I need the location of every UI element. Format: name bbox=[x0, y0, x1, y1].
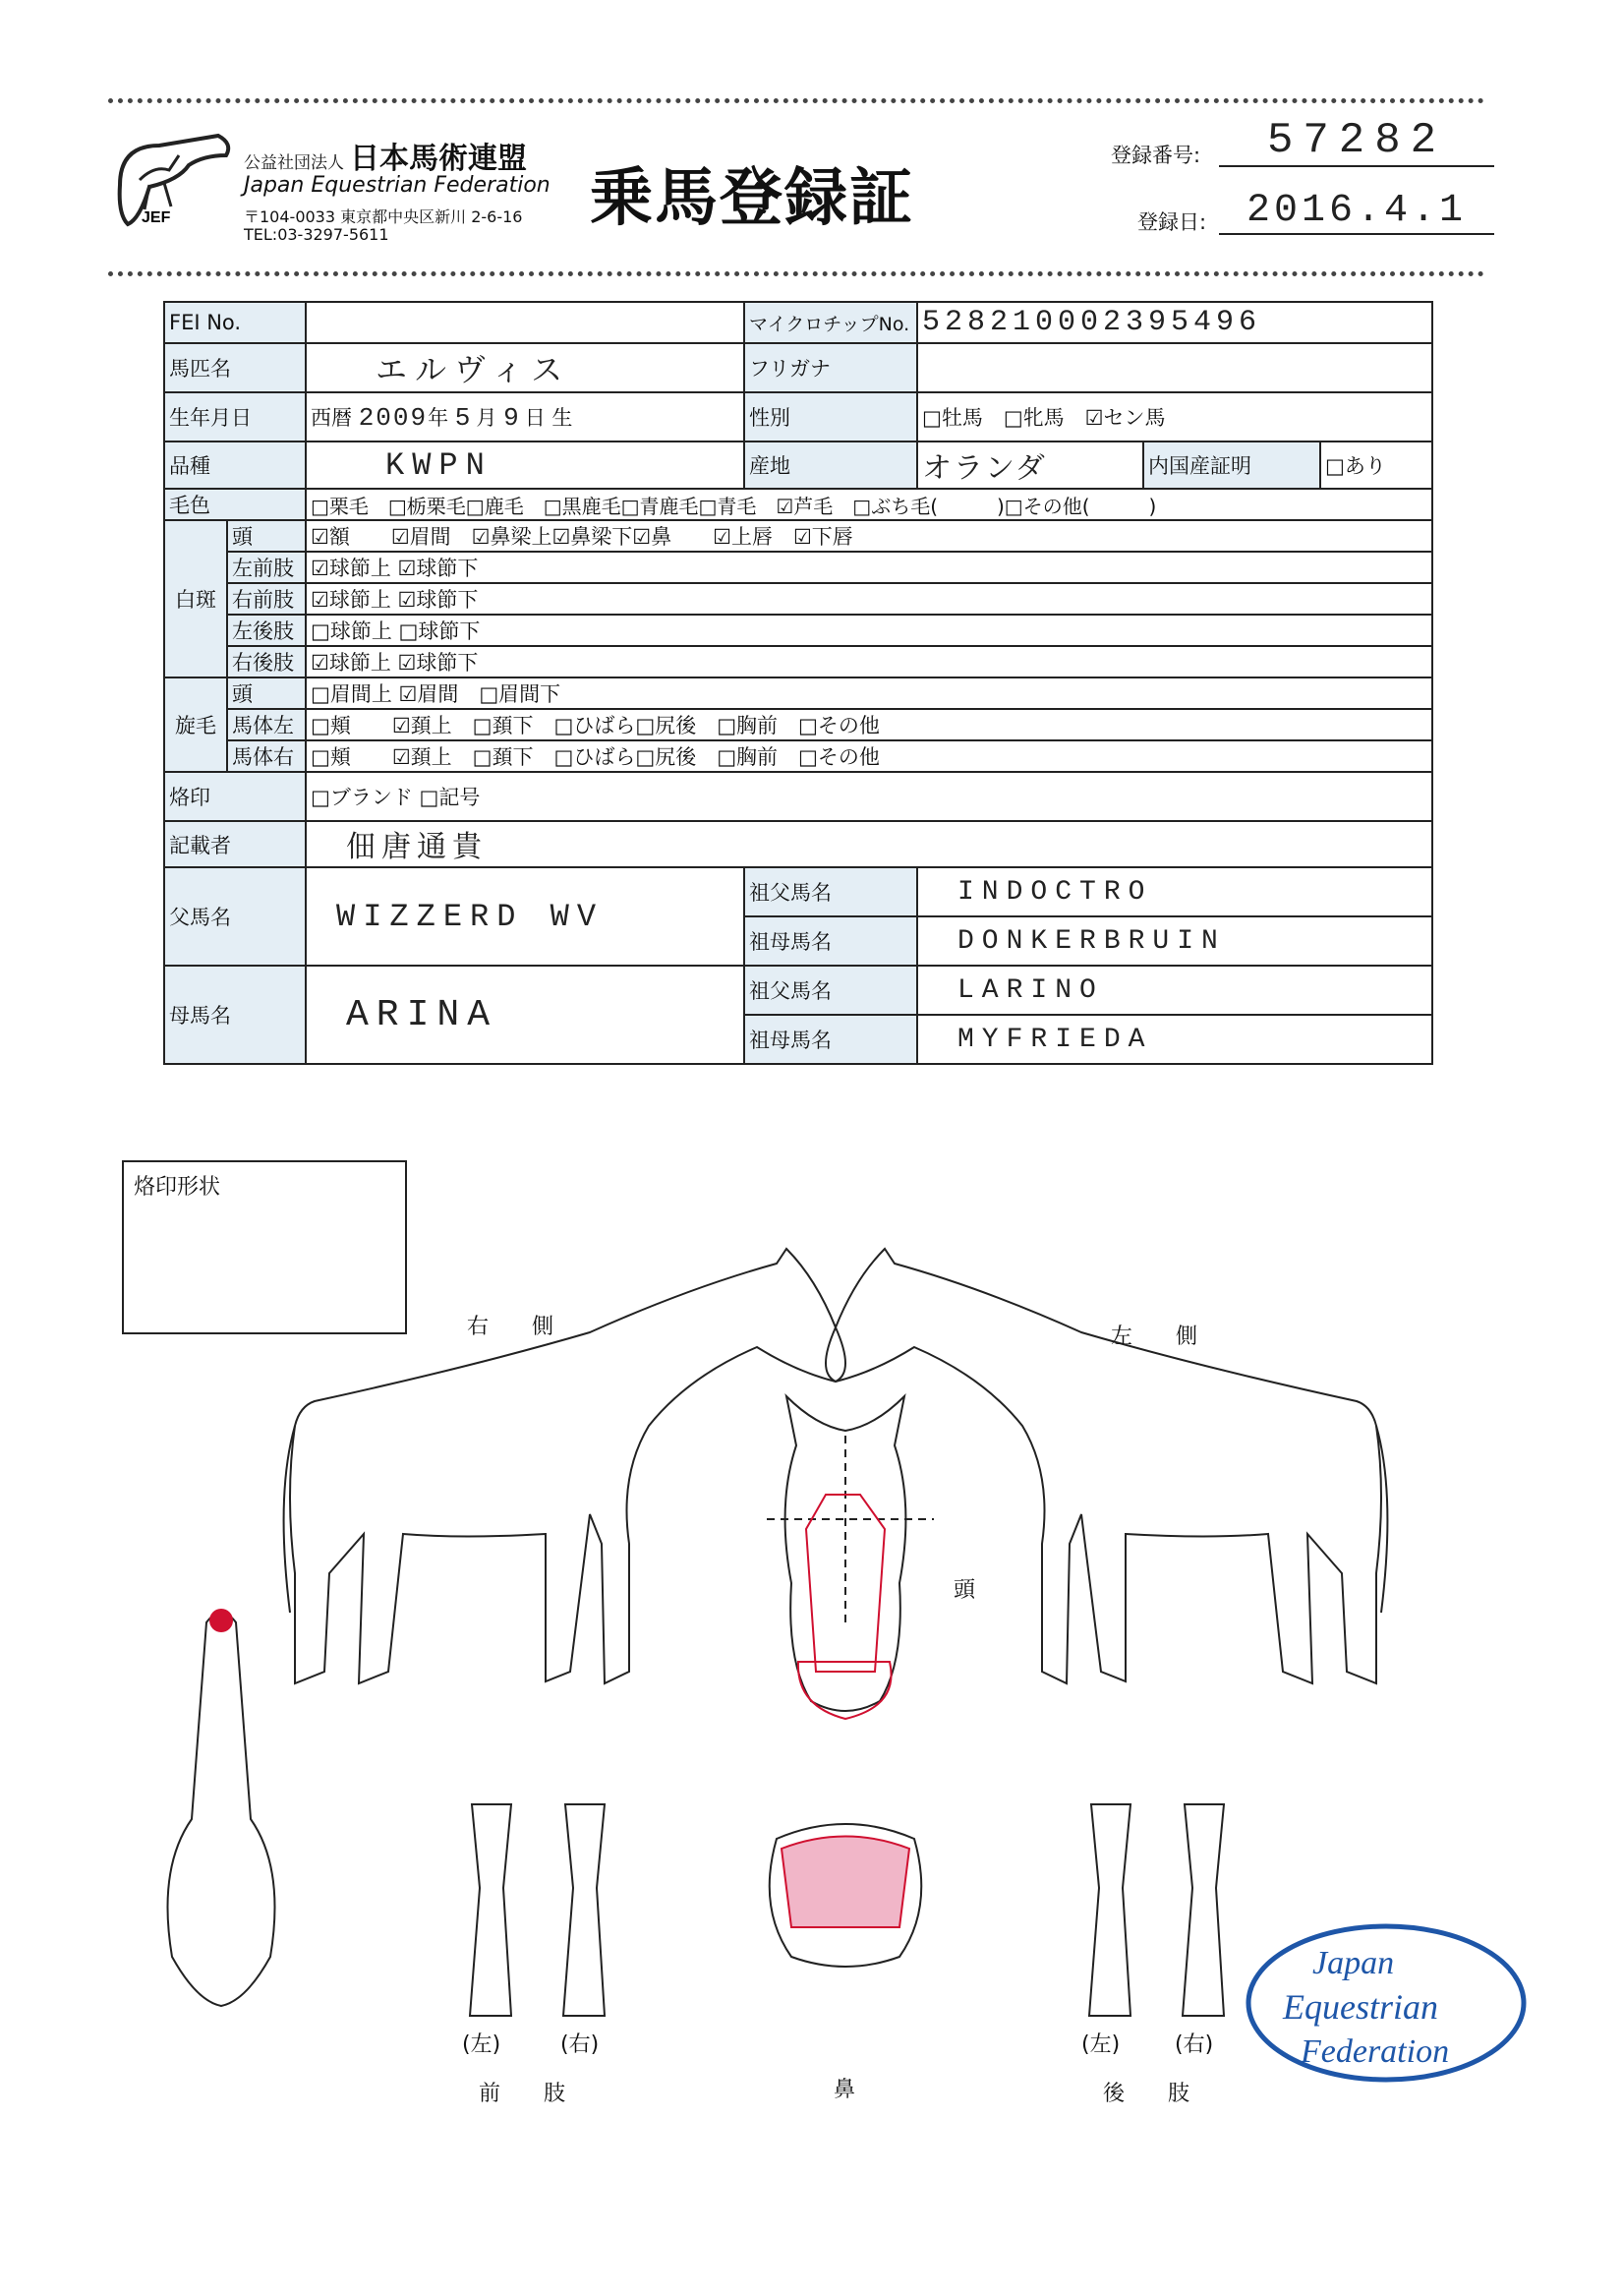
top-view-outline bbox=[168, 1613, 275, 2006]
birth-year: 2009 bbox=[358, 402, 429, 433]
whorl-part: 馬体左 bbox=[227, 709, 306, 740]
header-dotted-divider bbox=[108, 271, 1484, 276]
whorl-part: 馬体右 bbox=[227, 740, 306, 772]
sex-label: 性別 bbox=[744, 392, 917, 442]
whorl-value: □眉間上 ☑眉間 □眉間下 bbox=[306, 677, 1432, 709]
sire-grandsire-value: INDOCTRO bbox=[917, 867, 1432, 916]
origin-label: 産地 bbox=[744, 442, 917, 489]
birth-day-unit: 日 生 bbox=[524, 405, 573, 430]
top-view-marking-red bbox=[209, 1609, 233, 1632]
birth-era: 西暦 bbox=[311, 405, 352, 430]
dam-granddam-value: MYFRIEDA bbox=[917, 1015, 1432, 1064]
fore-legs-caption: 前 肢 bbox=[479, 2082, 566, 2106]
org-name-text: 日本馬術連盟 bbox=[350, 142, 527, 176]
brand-label: 烙印 bbox=[164, 772, 306, 821]
sex-options: □牡馬 □牝馬 ☑セン馬 bbox=[917, 392, 1432, 442]
right-side-horse-outline bbox=[284, 1249, 845, 1683]
horse-name-label: 馬匹名 bbox=[164, 343, 306, 392]
hind-left-caption: (左) bbox=[1081, 2032, 1121, 2057]
org-name bbox=[244, 134, 527, 177]
seal-line3: Federation bbox=[1301, 2033, 1450, 2070]
marking-part: 頭 bbox=[227, 520, 306, 552]
org-address bbox=[244, 208, 522, 244]
org-address-line: 〒104-0033 東京都中央区新川 2-6-16 bbox=[244, 207, 523, 226]
marking-part: 右後肢 bbox=[227, 646, 306, 677]
dam-grandsire-label: 祖父馬名 bbox=[744, 966, 917, 1015]
hind-legs-caption: 後 肢 bbox=[1103, 2082, 1190, 2106]
fei-value bbox=[306, 302, 744, 343]
sire-label: 父馬名 bbox=[164, 867, 306, 966]
horse-name-value: エルヴィス bbox=[306, 343, 744, 392]
birth-label: 生年月日 bbox=[164, 392, 306, 442]
fore-left-caption: (左) bbox=[462, 2032, 501, 2057]
chip-value: 528210002395496 bbox=[917, 302, 1432, 343]
reg-no-label: 登録番号: bbox=[1111, 144, 1201, 167]
dam-label: 母馬名 bbox=[164, 966, 306, 1064]
fore-right-caption: (右) bbox=[560, 2032, 600, 2057]
whorls-label: 旋毛 bbox=[164, 677, 227, 772]
birth-value bbox=[306, 392, 744, 442]
reg-date-value: 2016.4.1 bbox=[1219, 189, 1494, 235]
dam-granddam-label: 祖母馬名 bbox=[744, 1015, 917, 1064]
left-side-caption: 左 側 bbox=[1111, 1325, 1198, 1349]
logo-text: JEF bbox=[142, 209, 171, 226]
sire-grandsire-label: 祖父馬名 bbox=[744, 867, 917, 916]
jef-logo-icon bbox=[110, 126, 238, 234]
chip-label: マイクロチップNo. bbox=[744, 302, 917, 343]
birth-month: 5 bbox=[454, 402, 477, 433]
reg-date-label: 登録日: bbox=[1137, 210, 1207, 234]
head-front-outline bbox=[767, 1396, 934, 1711]
domestic-option: □あり bbox=[1320, 442, 1432, 489]
writer-label: 記載者 bbox=[164, 821, 306, 867]
breed-label: 品種 bbox=[164, 442, 306, 489]
hind-legs-outline bbox=[1089, 1804, 1224, 2016]
writer-value: 佃唐通貴 bbox=[306, 821, 1432, 867]
whorl-value: □頬 ☑頚上 □頚下 □ひばら□尻後 □胸前 □その他 bbox=[306, 709, 1432, 740]
registration-table bbox=[163, 301, 1433, 1065]
coat-options: □栗毛 □栃栗毛□鹿毛 □黒鹿毛□青鹿毛□青毛 ☑芦毛 □ぶち毛( )□その他( ) bbox=[306, 489, 1432, 520]
dam-grandsire-value: LARINO bbox=[917, 966, 1432, 1015]
reg-no-value: 57282 bbox=[1219, 116, 1494, 167]
fore-legs-outline bbox=[470, 1804, 605, 2016]
domestic-label: 内国産証明 bbox=[1143, 442, 1320, 489]
sire-granddam-label: 祖母馬名 bbox=[744, 916, 917, 966]
marking-part: 左前肢 bbox=[227, 552, 306, 583]
brand-shape-label: 烙印形状 bbox=[134, 1175, 221, 1200]
seal-line1: Japan bbox=[1312, 1945, 1395, 1981]
brand-options: □ブランド □記号 bbox=[306, 772, 1432, 821]
birth-year-unit: 年 bbox=[428, 405, 449, 430]
hind-right-caption: (右) bbox=[1175, 2032, 1214, 2057]
dam-value: ARINA bbox=[306, 966, 744, 1064]
right-side-caption: 右 側 bbox=[467, 1315, 554, 1339]
top-dotted-divider bbox=[108, 98, 1484, 103]
markings-label: 白斑 bbox=[164, 520, 227, 677]
whorl-part: 頭 bbox=[227, 677, 306, 709]
furigana-value bbox=[917, 343, 1432, 392]
marking-value: ☑球節上 ☑球節下 bbox=[306, 646, 1432, 677]
nose-caption: 鼻 bbox=[834, 2078, 856, 2102]
birth-day: 9 bbox=[503, 402, 525, 433]
org-prefix: 公益社団法人 bbox=[244, 153, 344, 173]
org-name-en: Japan Equestrian Federation bbox=[244, 173, 551, 198]
origin-value: オランダ bbox=[917, 442, 1143, 489]
marking-value: □球節上 □球節下 bbox=[306, 615, 1432, 646]
left-side-horse-outline bbox=[826, 1249, 1387, 1683]
marking-value: ☑球節上 ☑球節下 bbox=[306, 552, 1432, 583]
org-phone: TEL:03-3297-5611 bbox=[244, 225, 389, 244]
sire-granddam-value: DONKERBRUIN bbox=[917, 916, 1432, 966]
coat-label: 毛色 bbox=[164, 489, 306, 520]
document-title: 乗馬登録証 bbox=[590, 162, 914, 235]
marking-part: 右前肢 bbox=[227, 583, 306, 615]
marking-part: 左後肢 bbox=[227, 615, 306, 646]
seal-line2: Equestrian bbox=[1283, 1987, 1438, 2027]
head-caption: 頭 bbox=[954, 1578, 976, 1603]
jef-seal-stamp bbox=[1244, 1922, 1529, 2085]
furigana-label: フリガナ bbox=[744, 343, 917, 392]
whorl-value: □頬 ☑頚上 □頚下 □ひばら□尻後 □胸前 □その他 bbox=[306, 740, 1432, 772]
marking-value: ☑球節上 ☑球節下 bbox=[306, 583, 1432, 615]
sire-value: WIZZERD WV bbox=[306, 867, 744, 966]
fei-label: FEI No. bbox=[164, 302, 306, 343]
breed-value: KWPN bbox=[306, 442, 744, 489]
nose-marking-red bbox=[782, 1837, 909, 1928]
birth-month-unit: 月 bbox=[476, 405, 497, 430]
marking-value: ☑額 ☑眉間 ☑鼻梁上☑鼻梁下☑鼻 ☑上唇 ☑下唇 bbox=[306, 520, 1432, 552]
